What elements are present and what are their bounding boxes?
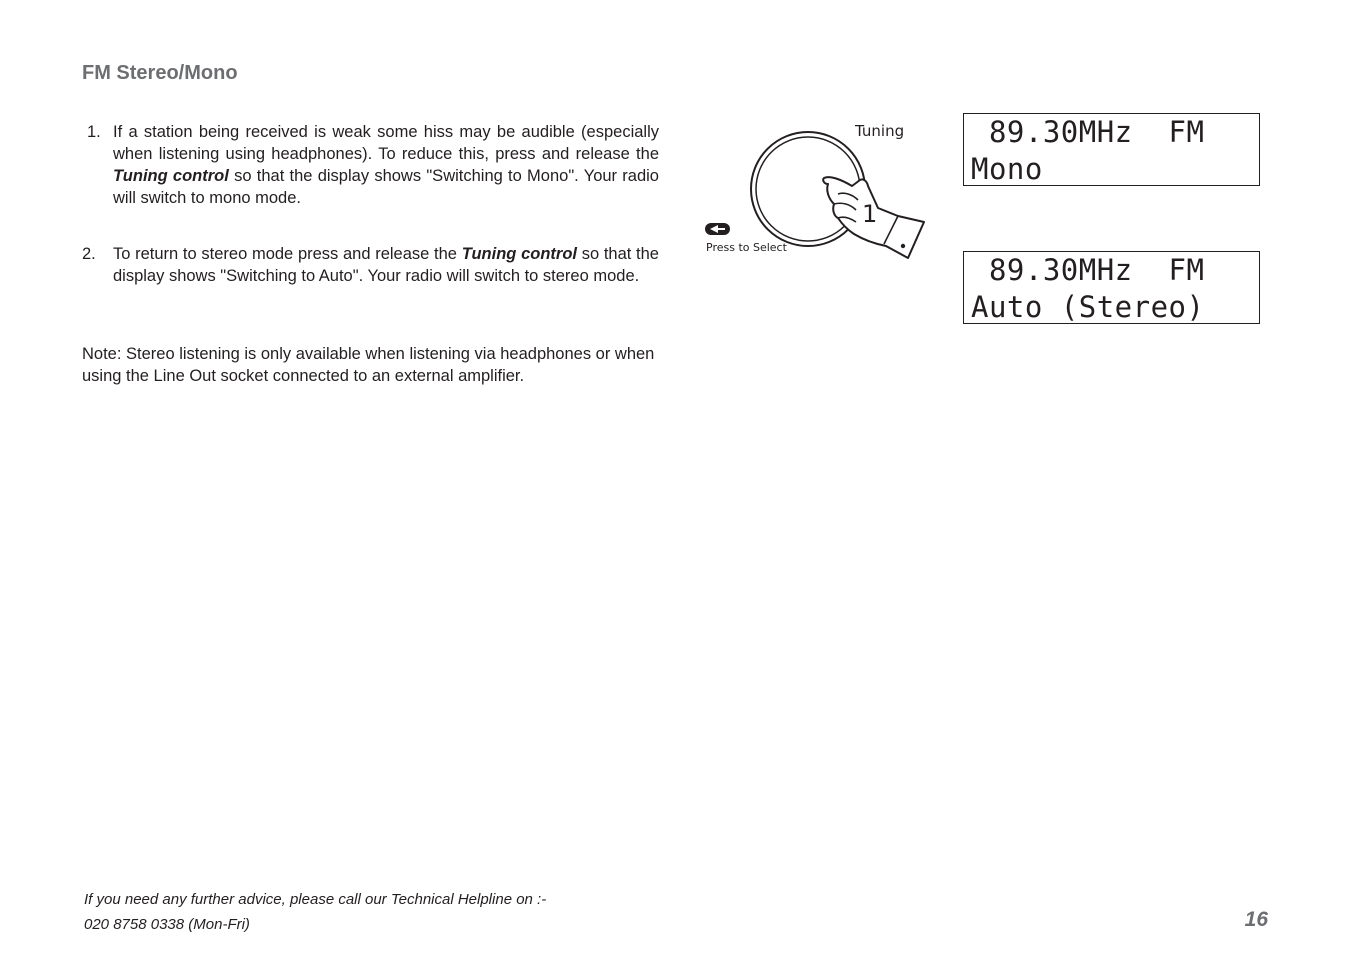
- step-text-after: so that the display shows "Switching to Auto". Your radio will switch to stereo mode.: [113, 245, 659, 285]
- tuning-knob-illustration: [700, 112, 930, 262]
- display-mode: Auto (Stereo): [971, 290, 1205, 324]
- step-number: 2.: [82, 245, 96, 263]
- lcd-display-mono: [963, 113, 1260, 186]
- footer-helpline-number: 020 8758 0338 (Mon-Fri): [84, 916, 250, 933]
- step-text: [113, 121, 659, 209]
- step-text-before: To return to stereo mode press and release the: [113, 245, 462, 263]
- display-mode: Mono: [971, 152, 1043, 186]
- display-frequency: 89.30MHz FM: [971, 115, 1205, 149]
- press-to-select-label: Press to Select: [706, 241, 787, 254]
- step-text: [113, 243, 659, 287]
- instruction-step-1: [82, 121, 659, 209]
- tuning-label: Tuning: [855, 122, 905, 140]
- step-number: 1.: [87, 123, 101, 141]
- step-marker: 1: [862, 200, 878, 228]
- lcd-display-auto-stereo: [963, 251, 1260, 324]
- step-text-before: If a station being received is weak some hiss may be audible (especially when listening using headphones). To reduce this, press and release the: [113, 123, 659, 163]
- step-text-after: so that the display shows "Switching to Mono". Your radio will switch to mono mode.: [113, 167, 659, 207]
- page-number: 16: [1244, 908, 1268, 931]
- instruction-step-2: [82, 243, 659, 287]
- tuning-control-emphasis: Tuning control: [113, 167, 229, 185]
- footer-helpline-text: If you need any further advice, please call our Technical Helpline on :-: [84, 891, 547, 908]
- display-frequency: 89.30MHz FM: [971, 253, 1205, 287]
- select-button-icon: [705, 223, 730, 235]
- note-text: Note: Stereo listening is only available when listening via headphones or when using the Line Out socket connected to an external amplifier.: [82, 345, 655, 385]
- section-title: FM Stereo/Mono: [82, 62, 238, 84]
- tuning-control-emphasis: Tuning control: [461, 245, 577, 263]
